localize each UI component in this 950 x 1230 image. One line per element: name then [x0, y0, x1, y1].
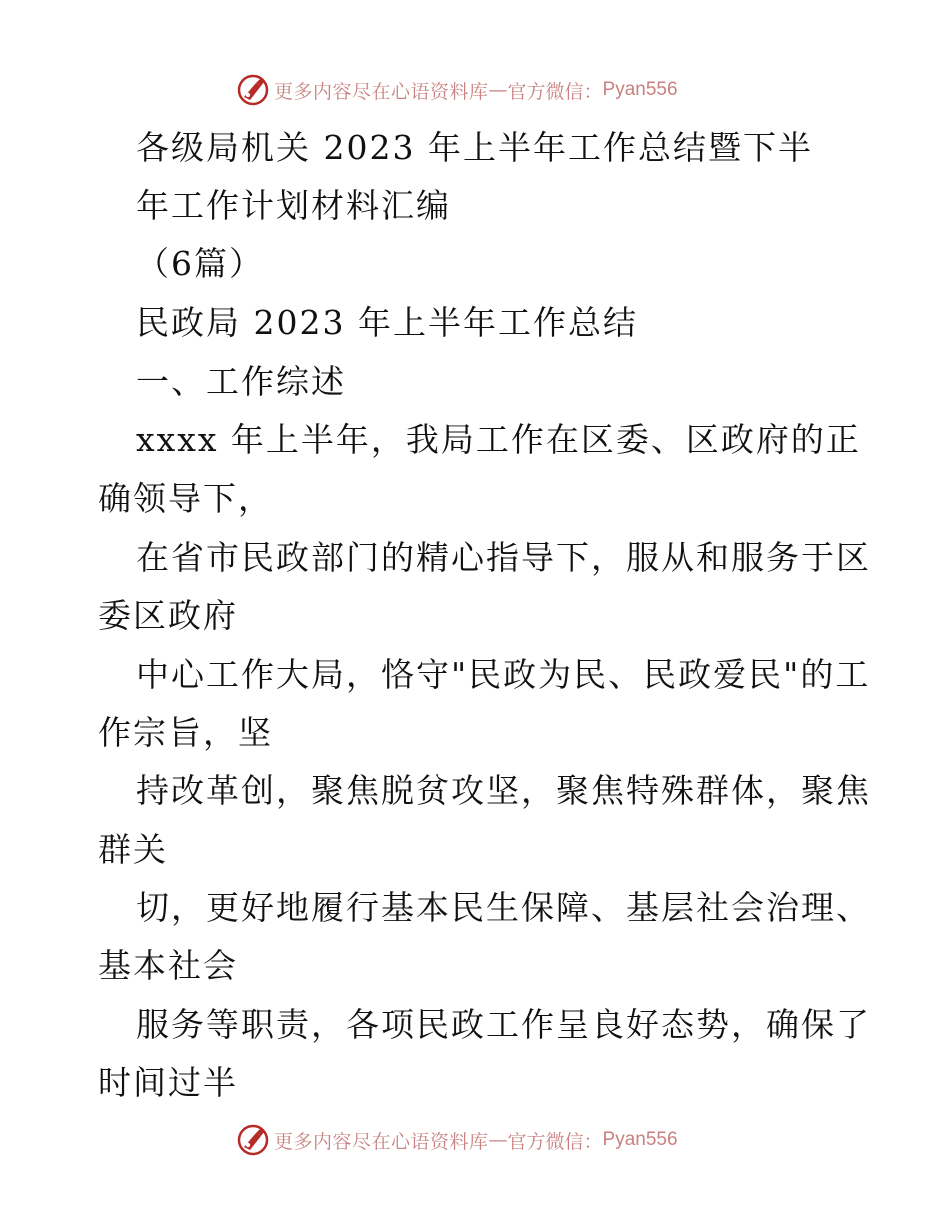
article-count: （6篇） [136, 244, 264, 283]
watermark-wechat-id: Pyan556 [602, 1129, 678, 1150]
paragraph-line: 确领导下， [98, 479, 273, 518]
watermark-official: 官方微信： [507, 80, 603, 103]
pen-nib-logo-icon [236, 73, 270, 107]
watermark-brand: 更多内容尽在心语资料库 [274, 80, 489, 103]
paragraph-line: 基本社会 [98, 946, 238, 985]
paragraph-line: 作宗旨，坚 [98, 713, 273, 752]
watermark-dash: — [488, 1129, 508, 1151]
watermark-brand: 更多内容尽在心语资料库 [274, 1130, 489, 1153]
title-line-2: 年工作计划材料汇编 [136, 186, 451, 225]
paragraph-line: 持改革创，聚焦脱贫攻坚，聚焦特殊群体，聚焦 [136, 771, 871, 810]
title-line-1: 各级局机关 2023 年上半年工作总结暨下半 [136, 128, 813, 167]
footer-watermark [236, 1122, 678, 1158]
watermark-wechat-id: Pyan556 [602, 79, 678, 100]
paragraph-line: 委区政府 [98, 596, 238, 635]
watermark-dash: — [488, 79, 508, 101]
paragraph-line: 时间过半 [98, 1063, 238, 1102]
paragraph-line: 中心工作大局，恪守"民政为民、民政爱民"的工 [136, 655, 871, 694]
article-title: 民政局 2023 年上半年工作总结 [136, 303, 638, 342]
watermark-official: 官方微信： [507, 1130, 603, 1153]
paragraph-line: 群关 [98, 830, 168, 869]
paragraph-line: xxxx 年上半年，我局工作在区委、区政府的正 [136, 420, 861, 459]
section-heading: 一、工作综述 [136, 362, 346, 401]
header-watermark [236, 72, 678, 108]
paragraph-line: 在省市民政部门的精心指导下，服从和服务于区 [136, 538, 871, 577]
paragraph-line: 切，更好地履行基本民生保障、基层社会治理、 [136, 888, 871, 927]
paragraph-line: 服务等职责，各项民政工作呈良好态势，确保了 [136, 1005, 871, 1044]
pen-nib-logo-icon [236, 1123, 270, 1157]
